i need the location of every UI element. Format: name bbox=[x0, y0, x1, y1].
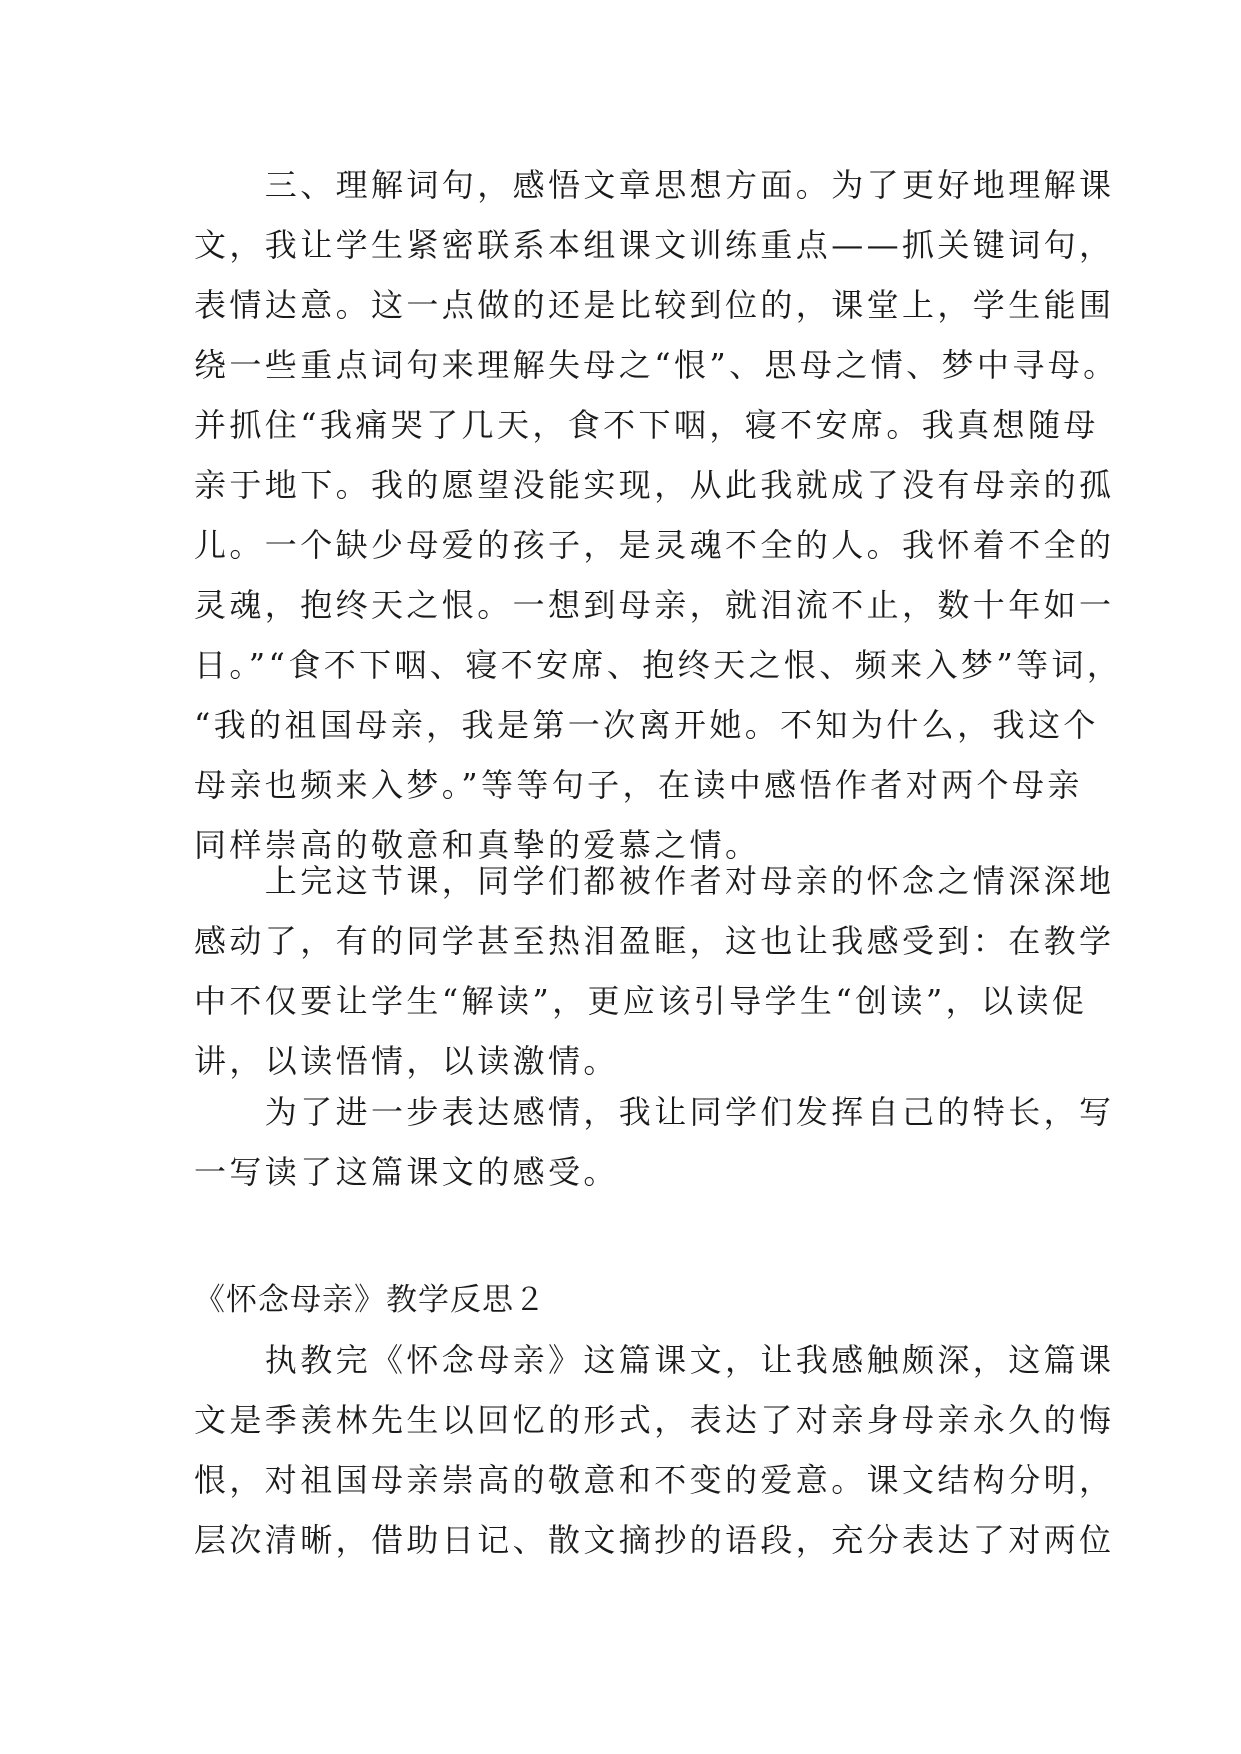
text-line: 同样崇高的敬意和真挚的爱慕之情。 bbox=[194, 826, 761, 864]
text-line: 上完这节课，同学们都被作者对母亲的怀念之情深深地 bbox=[194, 862, 1115, 900]
text-line: 并抓住“我痛哭了几天，食不下咽，寝不安席。我真想随母 bbox=[194, 406, 1099, 444]
text-line: 一写读了这篇课文的感受。 bbox=[194, 1153, 619, 1191]
text-line: 文，我让学生紧密联系本组课文训练重点——抓关键词句， bbox=[194, 226, 1115, 264]
text-line: 中不仅要让学生“解读”，更应该引导学生“创读”，以读促 bbox=[194, 982, 1088, 1020]
text-line: 执教完《怀念母亲》这篇课文，让我感触颇深，这篇课 bbox=[194, 1341, 1115, 1379]
text-line: 感动了，有的同学甚至热泪盈眶，这也让我感受到：在教学 bbox=[194, 922, 1115, 960]
text-line: 日。”“食不下咽、寝不安席、抱终天之恨、频来入梦”等词， bbox=[194, 646, 1123, 684]
text-line: “我的祖国母亲，我是第一次离开她。不知为什么，我这个 bbox=[194, 706, 1099, 744]
text-line: 文是季羡林先生以回忆的形式，表达了对亲身母亲永久的悔 bbox=[194, 1401, 1115, 1439]
text-line: 为了进一步表达感情，我让同学们发挥自己的特长，写 bbox=[194, 1093, 1115, 1131]
section-heading: 《怀念母亲》教学反思２ bbox=[194, 1282, 546, 1318]
paragraph-understanding-words bbox=[194, 155, 1123, 875]
text-line: 层次清晰，借助日记、散文摘抄的语段，充分表达了对两位 bbox=[194, 1521, 1115, 1559]
text-line: 恨，对祖国母亲崇高的敬意和不变的爱意。课文结构分明， bbox=[194, 1461, 1115, 1499]
text-line: 表情达意。这一点做的还是比较到位的，课堂上，学生能围 bbox=[194, 286, 1115, 324]
paragraph-express-feelings bbox=[194, 1082, 1115, 1202]
text-line: 亲于地下。我的愿望没能实现，从此我就成了没有母亲的孤 bbox=[194, 466, 1115, 504]
text-line: 母亲也频来入梦。”等等句子，在读中感悟作者对两个母亲 bbox=[194, 766, 1083, 804]
paragraph-after-class bbox=[194, 851, 1115, 1091]
text-line: 儿。一个缺少母爱的孩子，是灵魂不全的人。我怀着不全的 bbox=[194, 526, 1115, 564]
text-line: 灵魂，抱终天之恨。一想到母亲，就泪流不止，数十年如一 bbox=[194, 586, 1115, 624]
text-line: 绕一些重点词句来理解失母之“恨”、思母之情、梦中寻母。 bbox=[194, 346, 1119, 384]
paragraph-reflection-2 bbox=[194, 1330, 1115, 1570]
text-line: 讲，以读悟情，以读激情。 bbox=[194, 1042, 619, 1080]
text-line: 三、理解词句，感悟文章思想方面。为了更好地理解课 bbox=[194, 166, 1115, 204]
